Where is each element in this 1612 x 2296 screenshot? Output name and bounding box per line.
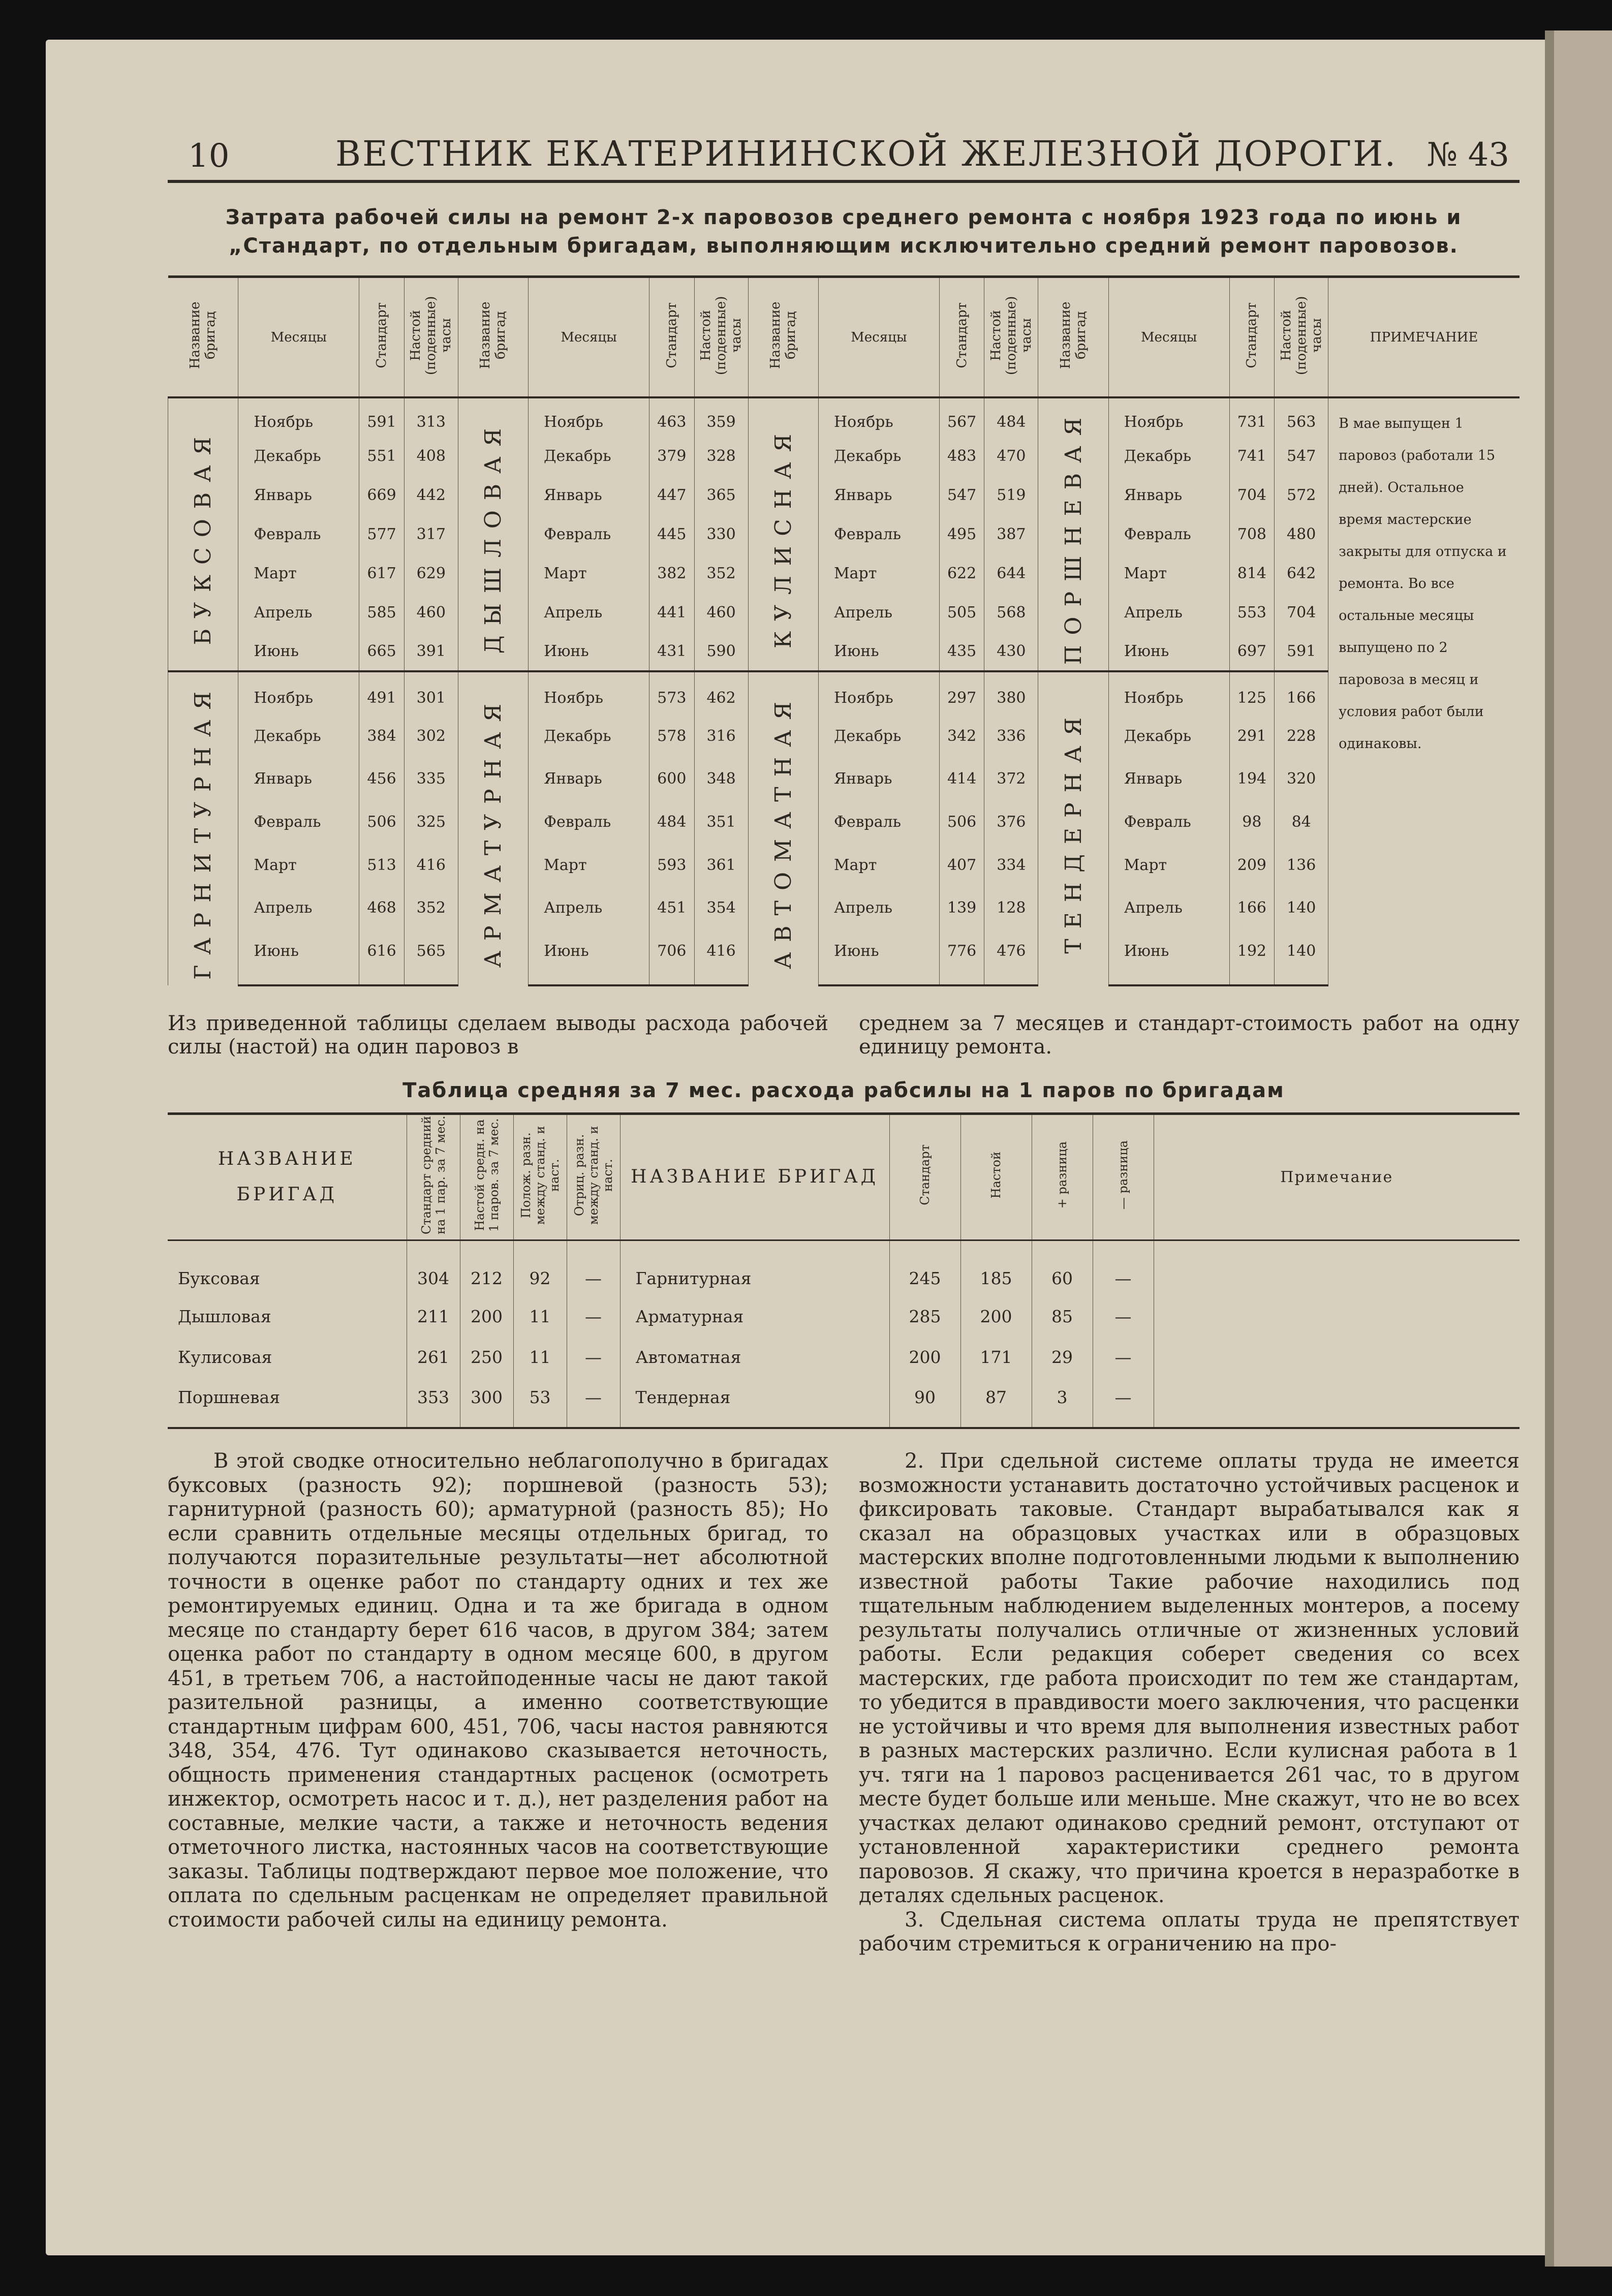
standard-cell: 456 xyxy=(359,757,405,800)
actual-avg-cell: 300 xyxy=(460,1377,513,1428)
article-paragraph-1: В этой сводке относительно неблагополучно в бригадах буксовых (разность 92); поршневой (разность 53); гарнитурной (разность 60); арматурной (разность 85); Но если сравнить отдельные месяцы отдельных бригад, то получаются поразительные результаты—нет абсолютной точности в оценке работ по стандарту одних и тех же ремонтируемых единиц. Одна и та же бригада в одном месяце по стандарту берет 616 часов, в другом 384; затем оценка работ по стандарту в одном месяце 600, в другом 451, в третьем 706, а настойподенные часы не дают такой разительной разницы, а именно соответствующие стандартным цифрам 600, 451, 706, часы настоя равняются 348, 354, 476. Тут одинаково сказывается неточность, общность применения стандартных расценок (осмотреть инжектор, осмотреть насос и т. д.), нет разделения работ на составные, мелкие части, а также и неточность ведения отметочного листка, настоянных часов на соответствующие заказы. Таблицы подтверждают первое мое положение, что оплата по сдельным расценкам не определяет правильной стоимости рабочей силы на единицу ремонта. xyxy=(168,1449,828,1932)
standard-cell: 697 xyxy=(1229,632,1275,671)
actual-hours-cell: 629 xyxy=(404,554,458,593)
table2-caption: Таблица средняя за 7 мес. расхода рабсилы на 1 паров по бригадам xyxy=(402,1078,1285,1102)
table1-row xyxy=(168,800,1520,844)
actual-hours-cell: 380 xyxy=(984,671,1038,715)
actual-hours-cell: 140 xyxy=(1275,929,1328,973)
table1-row xyxy=(168,671,1520,715)
actual-hours-cell: 460 xyxy=(694,593,748,632)
brigade-name: БУКСОВАЯ xyxy=(190,427,216,645)
month-cell: Июнь xyxy=(238,632,359,671)
actual-hours-cell: 704 xyxy=(1275,593,1328,632)
standard-cell: 431 xyxy=(649,632,694,671)
brigade-name-cell: Автоматная xyxy=(620,1337,889,1377)
standard-cell: 125 xyxy=(1229,671,1275,715)
standard-cell: 194 xyxy=(1229,757,1275,800)
neg-diff-cell: — xyxy=(567,1377,620,1428)
col-pos-diff-header: Полож. разн. между станд. и наст. xyxy=(518,1125,562,1225)
intro-right: среднем за 7 месяцев и стандарт-стоимость работ на одну единицу ремонта. xyxy=(859,1011,1520,1059)
month-cell: Ноябрь xyxy=(529,671,649,715)
col-plus-diff-header: + разница xyxy=(1055,1141,1069,1209)
actual-cell: 87 xyxy=(960,1377,1032,1428)
month-cell: Декабрь xyxy=(238,437,359,476)
minus-diff-cell: — xyxy=(1093,1240,1154,1296)
month-cell: Апрель xyxy=(1108,593,1229,632)
table1-caption-line1: Затрата рабочей силы на ремонт 2-х паровозов среднего ремонта с ноября 1923 года по июнь и xyxy=(225,206,1462,229)
brigade-name: ТЕНДЕРНАЯ xyxy=(1060,707,1087,954)
standard-cell: 200 xyxy=(889,1337,960,1377)
actual-hours-cell: 140 xyxy=(1275,886,1328,929)
month-cell: Ноябрь xyxy=(529,397,649,437)
month-cell: Февраль xyxy=(818,800,939,844)
brigade-name: ДЫШЛОВАЯ xyxy=(480,418,506,654)
actual-hours-cell: 365 xyxy=(694,476,748,515)
table1-row xyxy=(168,515,1520,554)
actual-hours-cell: 572 xyxy=(1275,476,1328,515)
standard-cell: 547 xyxy=(939,476,984,515)
standard-cell: 445 xyxy=(649,515,694,554)
standard-cell: 578 xyxy=(649,715,694,758)
plus-diff-cell: 60 xyxy=(1032,1240,1093,1296)
actual-hours-cell: 317 xyxy=(404,515,458,554)
actual-hours-cell: 568 xyxy=(984,593,1038,632)
table1-row xyxy=(168,593,1520,632)
standard-cell: 706 xyxy=(649,929,694,973)
standard-cell: 665 xyxy=(359,632,405,671)
standard-cell: 297 xyxy=(939,671,984,715)
journal-title: ВЕСТНИК ЕКАТЕРИНИНСКОЙ ЖЕЛЕЗНОЙ ДОРОГИ. xyxy=(335,134,1398,174)
std-avg-cell: 304 xyxy=(407,1240,460,1296)
plus-diff-cell: 29 xyxy=(1032,1337,1093,1377)
standard-cell: 382 xyxy=(649,554,694,593)
table2-body xyxy=(168,1240,1520,1428)
minus-diff-cell: — xyxy=(1093,1377,1154,1428)
table1-body xyxy=(168,397,1520,985)
actual-hours-cell: 334 xyxy=(984,844,1038,887)
standard-cell: 483 xyxy=(939,437,984,476)
table1-note: В мае выпущен 1 паровоз (работали 15 дней). Остальное время мастерские закрыты для отпуска и ремонта. Во все остальные месяцы выпущено по 2 паровоза в месяц и условия работ были одинаковы. xyxy=(1328,397,1520,985)
brigade-name-cell: Дышловая xyxy=(178,1306,271,1326)
standard-cell: 553 xyxy=(1229,593,1275,632)
col-note-header-2: Примечание xyxy=(1154,1113,1520,1240)
table2-row xyxy=(168,1240,1520,1296)
table2-header-row xyxy=(168,1113,1520,1240)
col-actual-header: Настой (поденные) часы xyxy=(1278,296,1324,375)
actual-hours-cell: 591 xyxy=(1275,632,1328,671)
standard-cell: 245 xyxy=(889,1240,960,1296)
month-cell: Апрель xyxy=(529,886,649,929)
table2-row xyxy=(168,1296,1520,1337)
table1-row xyxy=(168,476,1520,515)
col-months-header: Месяцы xyxy=(238,277,359,398)
article-left-column xyxy=(168,1449,828,1957)
month-cell: Декабрь xyxy=(1108,437,1229,476)
actual-hours-cell: 642 xyxy=(1275,554,1328,593)
month-cell: Декабрь xyxy=(529,437,649,476)
month-cell: Февраль xyxy=(529,800,649,844)
month-cell: Апрель xyxy=(238,886,359,929)
actual-avg-cell: 200 xyxy=(460,1296,513,1337)
adjacent-page-edge xyxy=(1545,30,1612,2267)
actual-hours-cell: 590 xyxy=(694,632,748,671)
standard-cell: 441 xyxy=(649,593,694,632)
actual-cell: 171 xyxy=(960,1337,1032,1377)
actual-hours-cell: 565 xyxy=(404,929,458,973)
table1-row xyxy=(168,554,1520,593)
note-cell xyxy=(1154,1377,1520,1428)
actual-hours-cell: 519 xyxy=(984,476,1038,515)
article-body xyxy=(168,1449,1520,1957)
minus-diff-cell: — xyxy=(1093,1337,1154,1377)
neg-diff-cell: — xyxy=(567,1337,620,1377)
month-cell: Март xyxy=(818,844,939,887)
month-cell: Июнь xyxy=(1108,929,1229,973)
standard-cell: 342 xyxy=(939,715,984,758)
actual-hours-cell: 359 xyxy=(694,397,748,437)
standard-cell: 591 xyxy=(359,397,405,437)
minus-diff-cell: — xyxy=(1093,1296,1154,1337)
month-cell: Март xyxy=(529,844,649,887)
actual-hours-cell: 354 xyxy=(694,886,748,929)
pos-diff-cell: 53 xyxy=(513,1377,567,1428)
standard-cell: 495 xyxy=(939,515,984,554)
month-cell: Апрель xyxy=(818,886,939,929)
table1-row xyxy=(168,757,1520,800)
month-cell: Январь xyxy=(1108,757,1229,800)
brigade-name: КУЛИСНАЯ xyxy=(770,424,796,648)
brigade-name-cell: Буксовая xyxy=(178,1268,260,1289)
month-cell: Декабрь xyxy=(529,715,649,758)
standard-cell: 451 xyxy=(649,886,694,929)
standard-cell: 506 xyxy=(939,800,984,844)
intro-left: Из приведенной таблицы сделаем выводы расхода рабочей силы (настой) на один паровоз в xyxy=(168,1011,828,1059)
month-cell: Февраль xyxy=(238,515,359,554)
actual-hours-cell: 563 xyxy=(1275,397,1328,437)
standard-cell: 484 xyxy=(649,800,694,844)
page-number: 10 xyxy=(188,137,230,175)
col-months-header: Месяцы xyxy=(1108,277,1229,398)
actual-hours-cell: 462 xyxy=(694,671,748,715)
note-cell xyxy=(1154,1296,1520,1337)
month-cell: Февраль xyxy=(1108,515,1229,554)
table1-row xyxy=(168,632,1520,671)
standard-cell: 551 xyxy=(359,437,405,476)
standard-cell: 708 xyxy=(1229,515,1275,554)
actual-hours-cell: 325 xyxy=(404,800,458,844)
average-table xyxy=(168,1112,1520,1430)
col-brigade-name-header-2: НАЗВАНИЕ БРИГАД xyxy=(620,1113,889,1240)
col-standard-header-2: Стандарт xyxy=(918,1144,932,1206)
actual-hours-cell: 301 xyxy=(404,671,458,715)
standard-cell: 814 xyxy=(1229,554,1275,593)
actual-hours-cell: 547 xyxy=(1275,437,1328,476)
month-cell: Апрель xyxy=(818,593,939,632)
table1-row xyxy=(168,886,1520,929)
standard-cell: 505 xyxy=(939,593,984,632)
actual-hours-cell: 228 xyxy=(1275,715,1328,758)
actual-hours-cell: 166 xyxy=(1275,671,1328,715)
actual-hours-cell: 476 xyxy=(984,929,1038,973)
table1-row xyxy=(168,844,1520,887)
month-cell: Июнь xyxy=(529,929,649,973)
standard-cell: 577 xyxy=(359,515,405,554)
standard-cell: 616 xyxy=(359,929,405,973)
month-cell: Декабрь xyxy=(238,715,359,758)
article-paragraph-3: 3. Сдельная система оплаты труда не препятствует рабочим стремиться к ограничению на про- xyxy=(859,1908,1520,1956)
month-cell: Март xyxy=(818,554,939,593)
month-cell: Январь xyxy=(238,757,359,800)
actual-hours-cell: 128 xyxy=(984,886,1038,929)
month-cell: Июнь xyxy=(529,632,649,671)
brigade-name-cell: Арматурная xyxy=(620,1296,889,1337)
table1-row xyxy=(168,715,1520,758)
actual-hours-cell: 361 xyxy=(694,844,748,887)
month-cell: Ноябрь xyxy=(238,397,359,437)
std-avg-cell: 211 xyxy=(407,1296,460,1337)
actual-avg-cell: 250 xyxy=(460,1337,513,1377)
standard-cell: 669 xyxy=(359,476,405,515)
page-header xyxy=(168,127,1520,183)
plus-diff-cell: 3 xyxy=(1032,1377,1093,1428)
brigade-name-cell: Гарнитурная xyxy=(620,1240,889,1296)
month-cell: Январь xyxy=(529,757,649,800)
actual-hours-cell: 328 xyxy=(694,437,748,476)
col-note-header: ПРИМЕЧАНИЕ xyxy=(1328,277,1520,398)
standard-cell: 90 xyxy=(889,1377,960,1428)
standard-cell: 741 xyxy=(1229,437,1275,476)
col-actual-header: Настой (поденные) часы xyxy=(698,296,745,375)
standard-cell: 407 xyxy=(939,844,984,887)
brigade-name-cell: Тендерная xyxy=(620,1377,889,1428)
month-cell: Январь xyxy=(818,476,939,515)
brigade-name: АРМАТУРНАЯ xyxy=(480,693,506,968)
article-right-column xyxy=(859,1449,1520,1957)
article-paragraph-2: 2. При сдельной системе оплаты труда не имеется возможности устанавить достаточно устойчивых расценок и фиксировать таковые. Стандарт вырабатывался как я сказал на образцовых участках или в образцовых мастерских вполне подготовленными людьми к выполнению известной работы Такие рабочие находились под тщательным наблюдением выделенных монтеров, а посему результаты получались отличные от жизненных условий работы. Если редакция соберет сведения со всех мастерских, где работа происходит по тем же стандартам, то убедится в правдивости моего заключения, что расценки не устойчивы и что время для выполнения известных работ в разных мастерских различно. Если кулисная работа в 1 уч. тяги на 1 паровоз расценивается 261 час, то в другом месте будет больше или меньше. Мне скажут, что не во всех участках делают одинаково средний ремонт, отступают от установленной характеристики среднего ремонта паровозов. Я скажу, что причина кроется в неразработке в деталях сдельных расценок. xyxy=(859,1449,1520,1908)
pos-diff-cell: 92 xyxy=(513,1240,567,1296)
col-months-header: Месяцы xyxy=(529,277,649,398)
standard-cell: 573 xyxy=(649,671,694,715)
actual-hours-cell: 416 xyxy=(694,929,748,973)
standard-cell: 600 xyxy=(649,757,694,800)
month-cell: Ноябрь xyxy=(818,671,939,715)
col-brigade-name-header: НАЗВАНИЕ БРИГАД xyxy=(168,1113,407,1240)
actual-hours-cell: 372 xyxy=(984,757,1038,800)
month-cell: Ноябрь xyxy=(1108,671,1229,715)
standard-cell: 776 xyxy=(939,929,984,973)
month-cell: Апрель xyxy=(238,593,359,632)
actual-hours-cell: 480 xyxy=(1275,515,1328,554)
standard-cell: 414 xyxy=(939,757,984,800)
note-cell xyxy=(1154,1337,1520,1377)
std-avg-cell: 353 xyxy=(407,1377,460,1428)
issue-number: № 43 xyxy=(1427,136,1509,174)
std-avg-cell: 261 xyxy=(407,1337,460,1377)
plus-diff-cell: 85 xyxy=(1032,1296,1093,1337)
month-cell: Декабрь xyxy=(818,437,939,476)
month-cell: Февраль xyxy=(238,800,359,844)
actual-hours-cell: 376 xyxy=(984,800,1038,844)
month-cell: Март xyxy=(529,554,649,593)
month-cell: Январь xyxy=(529,476,649,515)
brigade-name: ГАРНИТУРНАЯ xyxy=(190,681,216,980)
standard-cell: 192 xyxy=(1229,929,1275,973)
standard-cell: 384 xyxy=(359,715,405,758)
actual-hours-cell: 316 xyxy=(694,715,748,758)
col-actual-header-2: Настой xyxy=(989,1152,1003,1199)
month-cell: Июнь xyxy=(1108,632,1229,671)
col-brigade-header: Название бригад xyxy=(478,301,509,369)
standard-cell: 463 xyxy=(649,397,694,437)
actual-hours-cell: 387 xyxy=(984,515,1038,554)
actual-hours-cell: 470 xyxy=(984,437,1038,476)
actual-hours-cell: 352 xyxy=(694,554,748,593)
standard-cell: 593 xyxy=(649,844,694,887)
table1-header-row xyxy=(168,277,1520,398)
month-cell: Январь xyxy=(818,757,939,800)
actual-cell: 185 xyxy=(960,1240,1032,1296)
col-standard-header: Стандарт xyxy=(954,302,970,368)
actual-hours-cell: 330 xyxy=(694,515,748,554)
standard-cell: 285 xyxy=(889,1296,960,1337)
actual-hours-cell: 302 xyxy=(404,715,458,758)
month-cell: Декабрь xyxy=(1108,715,1229,758)
month-cell: Июнь xyxy=(818,632,939,671)
labor-cost-table xyxy=(168,275,1520,986)
col-months-header: Месяцы xyxy=(818,277,939,398)
col-brigade-header: Название бригад xyxy=(188,301,219,369)
standard-cell: 704 xyxy=(1229,476,1275,515)
standard-cell: 585 xyxy=(359,593,405,632)
standard-cell: 622 xyxy=(939,554,984,593)
brigade-name: АВТОМАТНАЯ xyxy=(770,692,796,970)
month-cell: Февраль xyxy=(529,515,649,554)
month-cell: Апрель xyxy=(529,593,649,632)
table1-row xyxy=(168,397,1520,437)
actual-hours-cell: 430 xyxy=(984,632,1038,671)
pos-diff-cell: 11 xyxy=(513,1337,567,1377)
actual-hours-cell: 335 xyxy=(404,757,458,800)
table1-row xyxy=(168,929,1520,973)
month-cell: Июнь xyxy=(238,929,359,973)
standard-cell: 139 xyxy=(939,886,984,929)
standard-cell: 209 xyxy=(1229,844,1275,887)
table1-row xyxy=(168,437,1520,476)
intro-paragraph xyxy=(168,1012,1520,1059)
actual-hours-cell: 313 xyxy=(404,397,458,437)
brigade-name-cell: Поршневая xyxy=(178,1387,281,1407)
table1-caption xyxy=(168,203,1520,260)
table2-row xyxy=(168,1377,1520,1428)
standard-cell: 617 xyxy=(359,554,405,593)
standard-cell: 506 xyxy=(359,800,405,844)
month-cell: Февраль xyxy=(818,515,939,554)
month-cell: Ноябрь xyxy=(1108,397,1229,437)
standard-cell: 731 xyxy=(1229,397,1275,437)
col-actual-header: Настой (поденные) часы xyxy=(408,296,454,375)
pos-diff-cell: 11 xyxy=(513,1296,567,1337)
month-cell: Ноябрь xyxy=(238,671,359,715)
actual-hours-cell: 484 xyxy=(984,397,1038,437)
col-brigade-header: Название бригад xyxy=(1058,301,1089,369)
neg-diff-cell: — xyxy=(567,1240,620,1296)
brigade-name-cell: Кулисовая xyxy=(178,1347,272,1367)
actual-hours-cell: 352 xyxy=(404,886,458,929)
actual-cell: 200 xyxy=(960,1296,1032,1337)
month-cell: Февраль xyxy=(1108,800,1229,844)
month-cell: Июнь xyxy=(818,929,939,973)
actual-hours-cell: 84 xyxy=(1275,800,1328,844)
actual-hours-cell: 408 xyxy=(404,437,458,476)
actual-hours-cell: 391 xyxy=(404,632,458,671)
standard-cell: 513 xyxy=(359,844,405,887)
col-standard-header: Стандарт xyxy=(1244,302,1260,368)
table2-row xyxy=(168,1337,1520,1377)
actual-hours-cell: 351 xyxy=(694,800,748,844)
month-cell: Декабрь xyxy=(818,715,939,758)
month-cell: Март xyxy=(1108,554,1229,593)
col-minus-diff-header: — разница xyxy=(1116,1140,1130,1210)
actual-hours-cell: 442 xyxy=(404,476,458,515)
page-content xyxy=(168,127,1520,1957)
col-brigade-header: Название бригад xyxy=(768,301,799,369)
standard-cell: 447 xyxy=(649,476,694,515)
month-cell: Март xyxy=(1108,844,1229,887)
actual-hours-cell: 348 xyxy=(694,757,748,800)
col-standard-header: Стандарт xyxy=(374,302,390,368)
standard-cell: 98 xyxy=(1229,800,1275,844)
month-cell: Март xyxy=(238,844,359,887)
col-standard-header: Стандарт xyxy=(664,302,679,368)
month-cell: Март xyxy=(238,554,359,593)
month-cell: Ноябрь xyxy=(818,397,939,437)
month-cell: Январь xyxy=(238,476,359,515)
col-neg-diff-header: Отриц. разн. между станд. и наст. xyxy=(572,1125,615,1225)
standard-cell: 468 xyxy=(359,886,405,929)
brigade-name: ПОРШНЕВАЯ xyxy=(1060,408,1087,665)
actual-hours-cell: 460 xyxy=(404,593,458,632)
col-actual-header: Настой (поденные) часы xyxy=(988,296,1034,375)
table1-caption-line2: „Стандарт, по отдельным бригадам, выполняющим исключительно средний ремонт паровозов. xyxy=(229,234,1459,258)
standard-cell: 291 xyxy=(1229,715,1275,758)
month-cell: Январь xyxy=(1108,476,1229,515)
standard-cell: 435 xyxy=(939,632,984,671)
note-cell xyxy=(1154,1240,1520,1296)
table1-bottom-rule xyxy=(168,973,1520,985)
standard-cell: 491 xyxy=(359,671,405,715)
month-cell: Апрель xyxy=(1108,886,1229,929)
actual-avg-cell: 212 xyxy=(460,1240,513,1296)
standard-cell: 166 xyxy=(1229,886,1275,929)
standard-cell: 567 xyxy=(939,397,984,437)
neg-diff-cell: — xyxy=(567,1296,620,1337)
actual-hours-cell: 320 xyxy=(1275,757,1328,800)
actual-hours-cell: 644 xyxy=(984,554,1038,593)
col-std-avg-header: Стандарт средний на 1 пар. за 7 мес. xyxy=(419,1115,448,1235)
actual-hours-cell: 416 xyxy=(404,844,458,887)
actual-hours-cell: 336 xyxy=(984,715,1038,758)
col-actual-avg-header: Настой средн. на 1 паров. за 7 мес. xyxy=(472,1118,501,1232)
standard-cell: 379 xyxy=(649,437,694,476)
page-gutter xyxy=(1545,30,1554,2267)
actual-hours-cell: 136 xyxy=(1275,844,1328,887)
